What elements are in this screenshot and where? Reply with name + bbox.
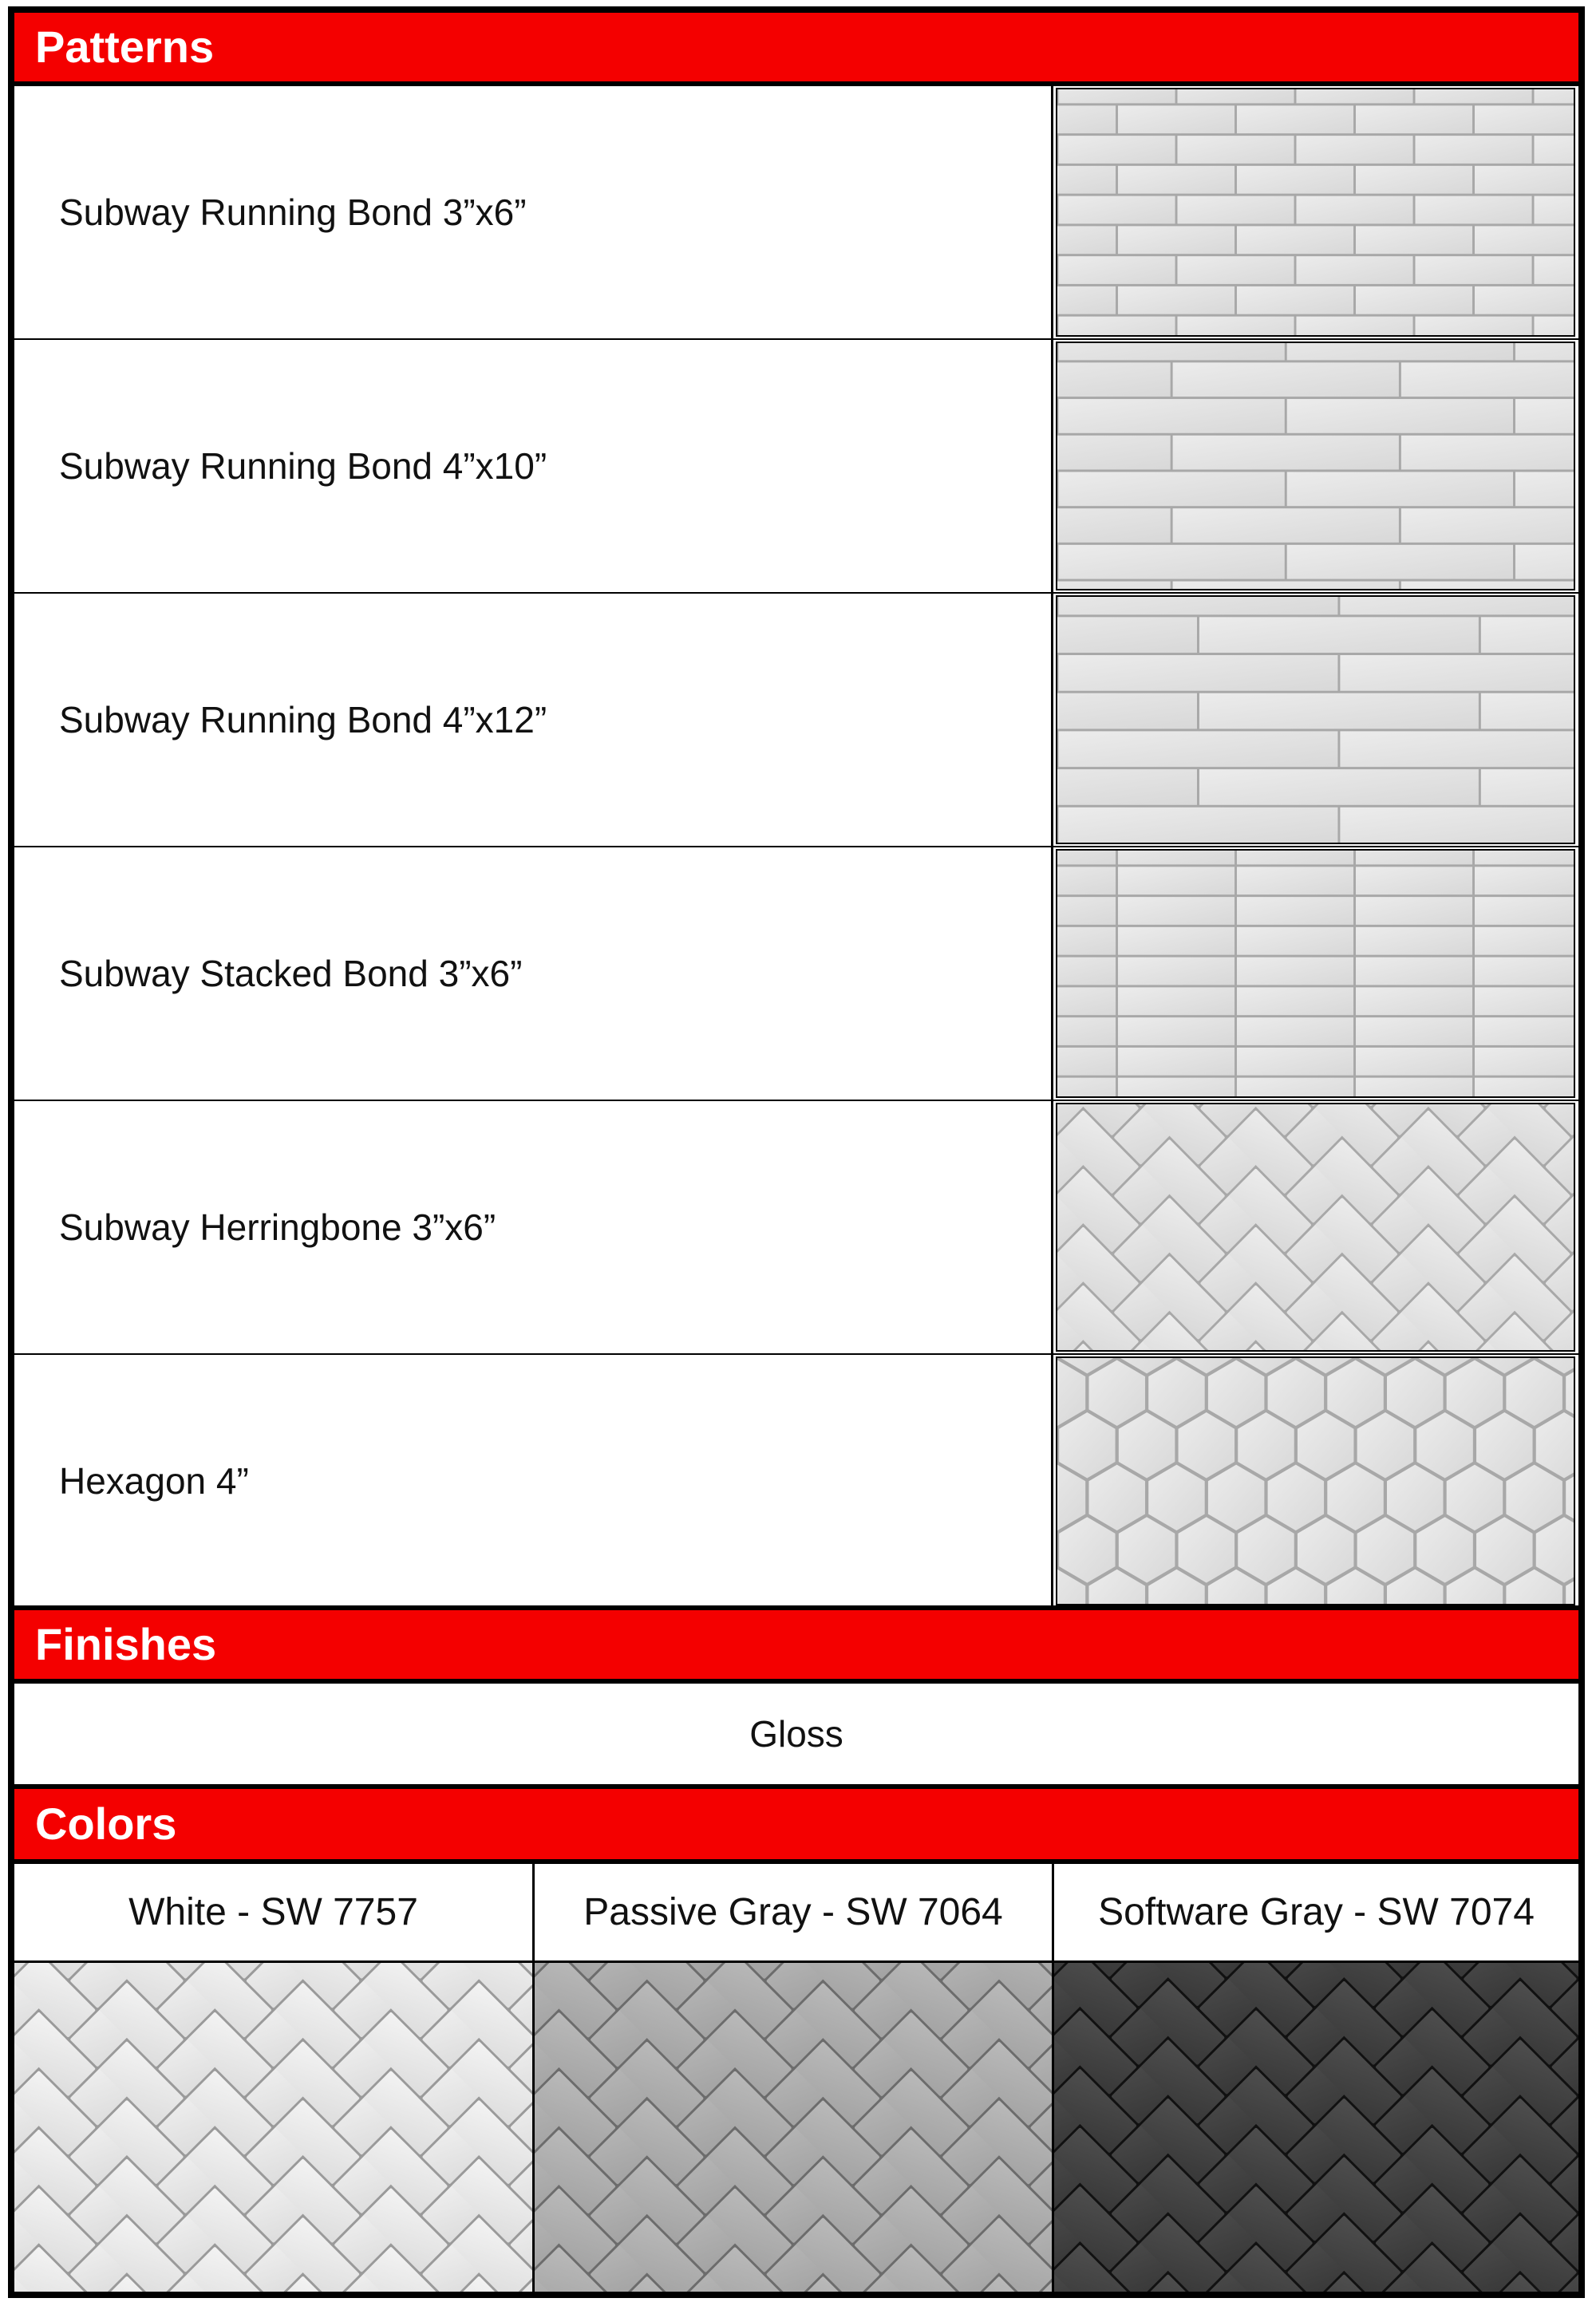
color-option bbox=[1054, 1864, 1578, 2292]
color-label: White - SW 7757 bbox=[14, 1864, 532, 1963]
product-spec-sheet bbox=[8, 6, 1585, 2298]
pattern-label: Hexagon 4” bbox=[14, 1355, 1053, 1607]
color-swatch bbox=[14, 1963, 532, 2292]
color-swatch bbox=[1054, 1963, 1578, 2292]
pattern-row bbox=[14, 340, 1578, 594]
pattern-swatch-herringbone bbox=[1056, 1103, 1575, 1352]
finish-gloss: Gloss bbox=[749, 1713, 843, 1755]
pattern-row bbox=[14, 86, 1578, 340]
patterns-header: Patterns bbox=[14, 13, 1578, 86]
color-option bbox=[535, 1864, 1052, 2292]
color-label: Passive Gray - SW 7064 bbox=[535, 1864, 1052, 1963]
color-option bbox=[14, 1864, 532, 2292]
pattern-label: Subway Running Bond 4”x12” bbox=[14, 594, 1053, 846]
pattern-row bbox=[14, 847, 1578, 1101]
colors-header: Colors bbox=[14, 1784, 1578, 1864]
column-divider bbox=[1052, 1864, 1054, 2292]
pattern-swatch-stacked-3x6 bbox=[1056, 849, 1575, 1098]
color-label: Software Gray - SW 7074 bbox=[1054, 1864, 1578, 1963]
pattern-label: Subway Running Bond 4”x10” bbox=[14, 340, 1053, 592]
pattern-swatch-running-3x6 bbox=[1056, 88, 1575, 337]
color-swatch bbox=[535, 1963, 1052, 2292]
pattern-label: Subway Stacked Bond 3”x6” bbox=[14, 847, 1053, 1100]
pattern-label: Subway Herringbone 3”x6” bbox=[14, 1101, 1053, 1353]
finishes-header: Finishes bbox=[14, 1605, 1578, 1684]
pattern-swatch-hexagon bbox=[1056, 1356, 1575, 1605]
pattern-row bbox=[14, 594, 1578, 847]
pattern-row bbox=[14, 1101, 1578, 1355]
pattern-swatch-running-4x12 bbox=[1056, 595, 1575, 844]
pattern-swatch-running-4x10 bbox=[1056, 342, 1575, 590]
column-divider bbox=[532, 1864, 535, 2292]
pattern-row bbox=[14, 1355, 1578, 1609]
pattern-label: Subway Running Bond 3”x6” bbox=[14, 86, 1053, 338]
